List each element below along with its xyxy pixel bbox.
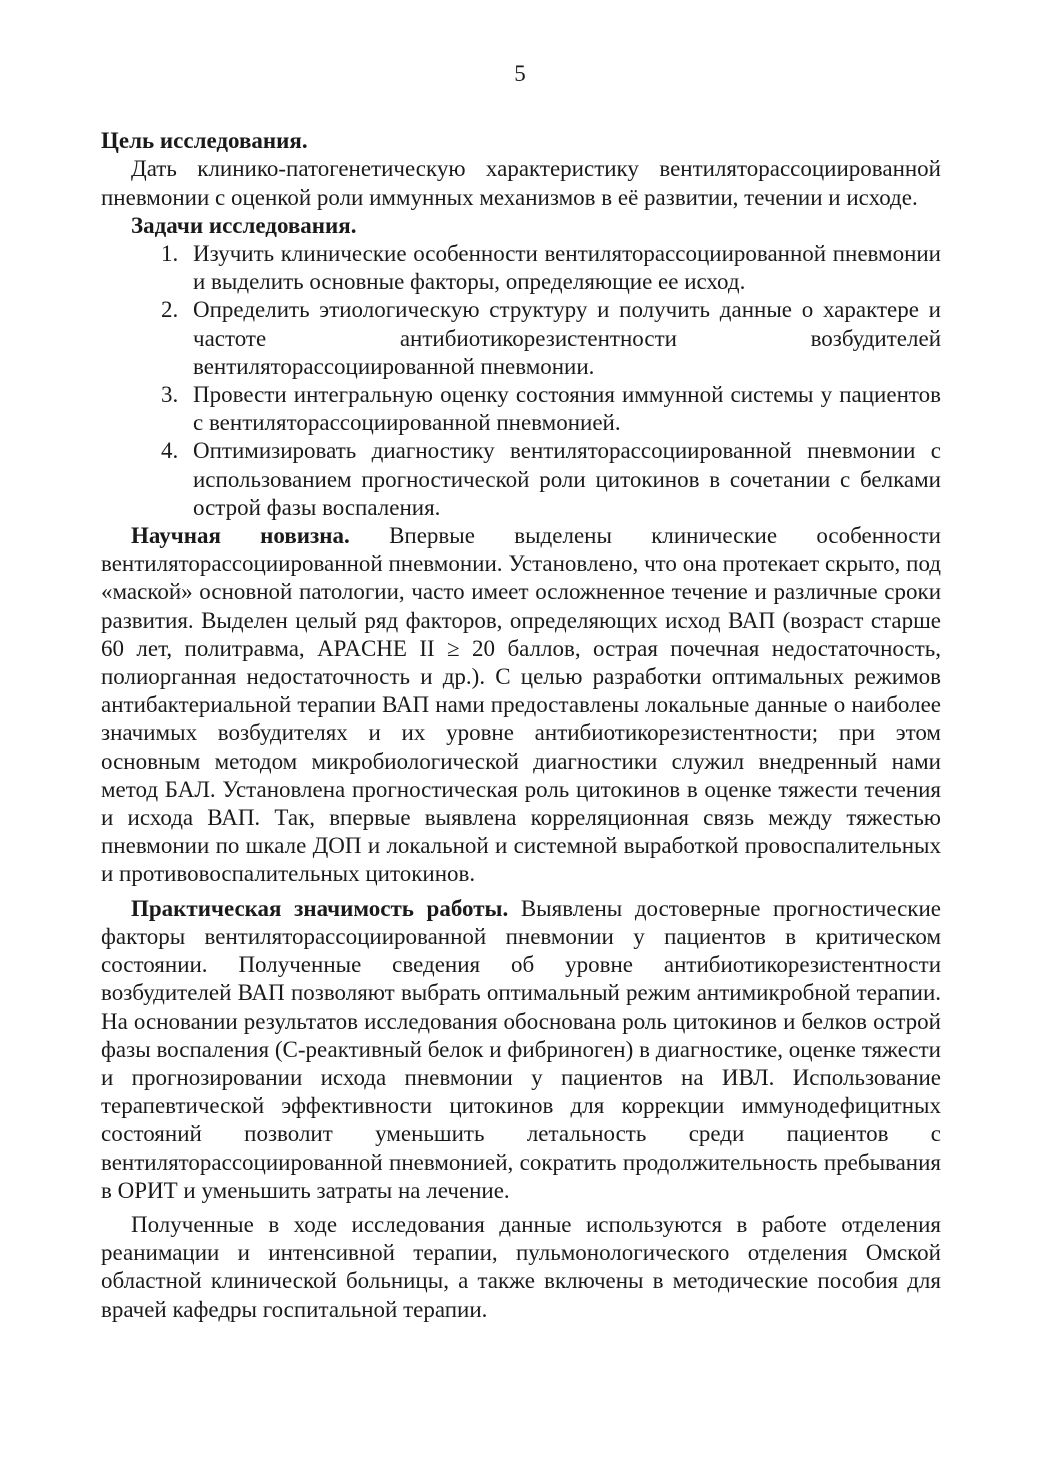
task-number: 1. <box>161 241 179 267</box>
novelty-heading: Научная новизна. <box>131 523 350 549</box>
task-item <box>101 437 941 522</box>
task-number: 2. <box>161 297 179 323</box>
task-number: 4. <box>161 438 179 464</box>
novelty-paragraph <box>101 522 941 889</box>
goal-text: Дать клинико-патогенетическую характеристику вентиляторассоциированной пневмонии с оценкой роли иммунных механизмов в её развитии, течении и исходе. <box>101 156 941 210</box>
practical-text: Выявлены достоверные прогностические факторы вентиляторассоциированной пневмонии у пациентов в критическом состоянии. Полученные сведения об уровне антибиотикорезистентности возбудителей ВАП позволяют выбрать оптимальный режим антимикробной терапии. На основании результатов исследования обоснована роль цитокинов и белков острой фазы воспаления (С-реактивный белок и фибриноген) в диагностике, оценке тяжести и прогнозировании исхода пневмонии у пациентов на ИВЛ. Использование терапевтической эффективности цитокинов для коррекции иммунодефицитных состояний позволит уменьшить летальность среди пациентов с вентиляторассоциированной пневмонией, сократить продолжительность пребывания в ОРИТ и уменьшить затраты на лечение. <box>101 895 941 1203</box>
implementation-paragraph: Полученные в ходе исследования данные используются в работе отделения реанимации и интенсивной терапии, пульмонологического отделения Омской областной клинической больницы, а также включены в методические пособия для врачей кафедры госпитальной терапии. <box>101 1211 941 1322</box>
page-number: 5 <box>514 61 526 86</box>
document-page <box>101 60 941 1324</box>
task-text: Оптимизировать диагностику вентиляторассоциированной пневмонии с использованием прогностической роли цитокинов в сочетании с белками острой фазы воспаления. <box>193 438 941 520</box>
novelty-text: Впервые выделены клинические особенности вентиляторассоциированной пневмонии. Установлено, что она протекает скрыто, под «маской» основной патологии, часто имеет осложненное течение и различные сроки развития. Выделен целый ряд факторов, определяющих исход ВАП (возраст старше 60 лет, политравма, APACHE II ≥ 20 баллов, острая почечная недостаточность, полиорганная недостаточность и др.). С целью разработки оптимальных режимов антибактериальной терапии ВАП нами предоставлены локальные данные о наиболее значимых возбудителях и их уровне антибиотикорезистентности; при этом основным методом микробиологической диагностики служил внедренный нами метод БАЛ. Установлена прогностическая роль цитокинов в оценке тяжести течения и исхода ВАП. Так, впервые выявлена корреляционная связь между тяжестью пневмонии по шкале ДОП и локальной и системной выработкой провоспалительных и противовоспалительных цитокинов. <box>101 523 941 887</box>
tasks-heading: Задачи исследования. <box>131 212 357 238</box>
task-item <box>101 240 941 296</box>
practical-paragraph <box>101 895 941 1205</box>
task-number: 3. <box>161 382 179 408</box>
task-text: Определить этиологическую структуру и получить данные о характере и частоте антибиотикорезистентности возбудителей вентиляторассоциированной пневмонии. <box>193 297 941 379</box>
practical-heading: Практическая значимость работы. <box>131 895 509 921</box>
task-item <box>101 381 941 437</box>
tasks-list <box>101 240 941 522</box>
goal-heading: Цель исследования. <box>101 128 308 154</box>
task-item <box>101 296 941 381</box>
task-text: Изучить клинические особенности вентиляторассоциированной пневмонии и выделить основные факторы, определяющие ее исход. <box>193 241 941 295</box>
task-text: Провести интегральную оценку состояния иммунной системы у пациентов с вентиляторассоциированной пневмонией. <box>193 382 941 436</box>
